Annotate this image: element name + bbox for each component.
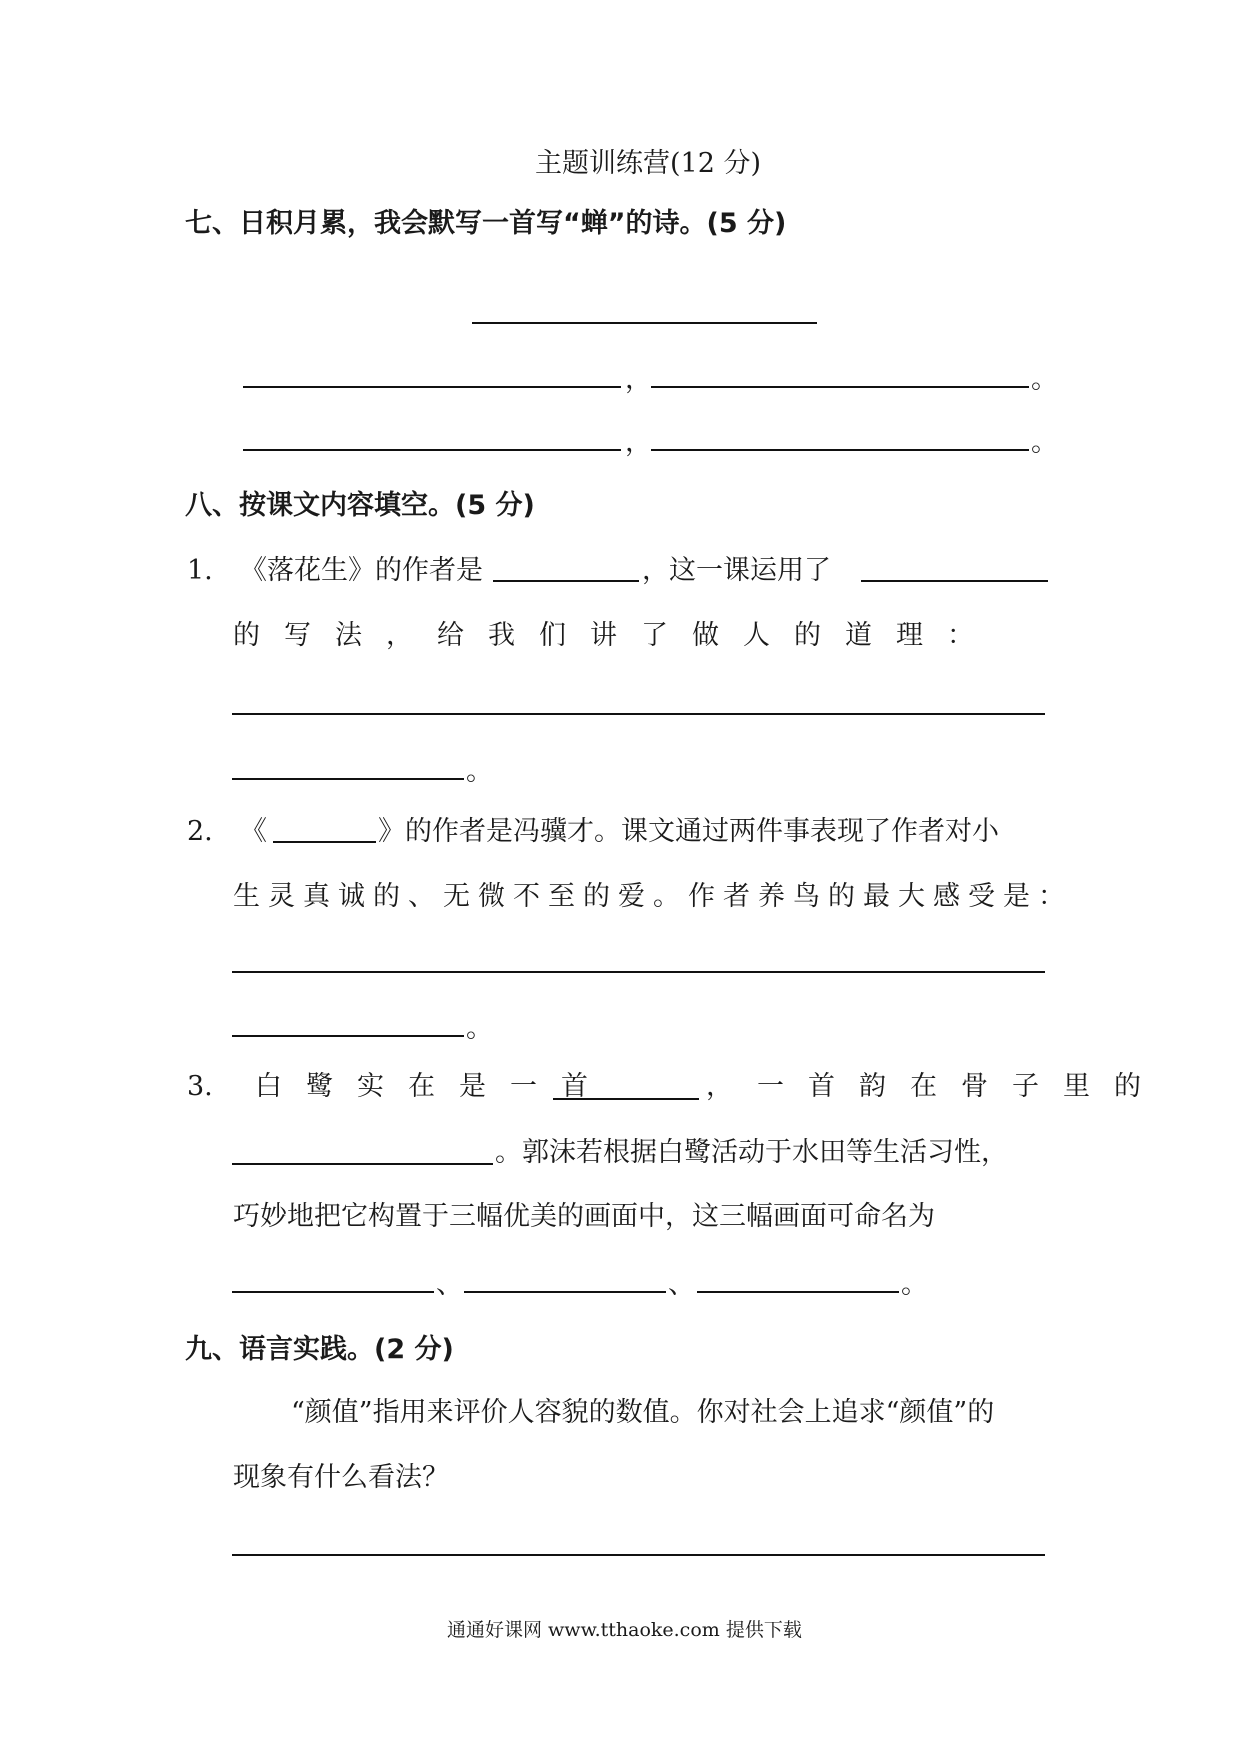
item-3-number: 3. — [187, 1071, 213, 1102]
item-3-scene-blank-2[interactable] — [464, 1291, 666, 1293]
item-1-method-blank[interactable] — [861, 580, 1048, 582]
item-2-title-blank[interactable] — [273, 841, 376, 843]
item-3-end: 。 — [901, 1269, 928, 1300]
poem-period-1: 。 — [1031, 364, 1058, 395]
item-1-end: 。 — [466, 756, 493, 787]
item-2-line-2: 生灵真诚的、无微不至的爱。作者养鸟的最大感受是： — [233, 881, 1073, 912]
item-2-end: 。 — [466, 1013, 493, 1044]
poem-comma-1: ， — [625, 364, 652, 395]
item-3-sep-2: 、 — [668, 1269, 695, 1300]
poem-period-2: 。 — [1031, 427, 1058, 458]
item-1-text-a: 《落花生》的作者是 — [240, 555, 483, 586]
item-1-text-b: ，这一课运用了 — [642, 555, 831, 586]
item-3-sep-1: 、 — [436, 1269, 463, 1300]
item-2-open: 《 — [240, 816, 267, 847]
item-1-line-2: 的写法，给我们讲了做人的道理： — [233, 620, 998, 651]
item-3-blank-1[interactable] — [553, 1098, 699, 1100]
item-3-line-2: 。郭沫若根据白鹭活动于水田等生活习性， — [495, 1137, 1008, 1168]
item-3-blank-2[interactable] — [232, 1163, 493, 1165]
item-3-text-b: ，一首韵在骨子里的 — [706, 1071, 1165, 1102]
item-3-scene-blank-1[interactable] — [232, 1291, 434, 1293]
item-2-answer-blank-1[interactable] — [232, 971, 1045, 973]
item-1-answer-blank-1[interactable] — [232, 713, 1045, 715]
poem-comma-2: ， — [625, 427, 652, 458]
item-2-number: 2. — [187, 816, 213, 847]
item-3-scene-blank-3[interactable] — [697, 1291, 899, 1293]
poem-line-4-blank[interactable] — [651, 449, 1029, 451]
page-title: 主题训练营(12 分) — [535, 148, 762, 179]
item-1-author-blank[interactable] — [493, 580, 639, 582]
footer-text: 通通好课网 www.tthaoke.com 提供下载 — [447, 1619, 802, 1641]
item-1-answer-blank-2[interactable] — [232, 778, 464, 780]
section-8-heading: 八、按课文内容填空。(5 分) — [185, 490, 535, 521]
section-7-heading: 七、日积月累，我会默写一首写“蝉”的诗。(5 分) — [185, 208, 787, 239]
item-3-line-3: 巧妙地把它构置于三幅优美的画面中，这三幅画面可命名为 — [233, 1201, 935, 1232]
item-3-text-a: 白鹭实在是一首 — [255, 1071, 612, 1102]
item-2-answer-blank-2[interactable] — [232, 1035, 464, 1037]
poem-line-1-blank[interactable] — [243, 386, 621, 388]
section-9-heading: 九、语言实践。(2 分) — [185, 1334, 454, 1365]
section-9-line-2: 现象有什么看法？ — [233, 1462, 449, 1493]
item-1-number: 1. — [187, 555, 213, 586]
section-9-answer-blank[interactable] — [232, 1554, 1045, 1556]
poem-line-2-blank[interactable] — [651, 386, 1029, 388]
poem-line-3-blank[interactable] — [243, 449, 621, 451]
section-9-line-1: “颜值”指用来评价人容貌的数值。你对社会上追求“颜值”的 — [291, 1397, 995, 1428]
item-2-close: 》的作者是冯骥才。课文通过两件事表现了作者对小 — [378, 816, 999, 847]
poem-title-blank[interactable] — [472, 322, 817, 324]
